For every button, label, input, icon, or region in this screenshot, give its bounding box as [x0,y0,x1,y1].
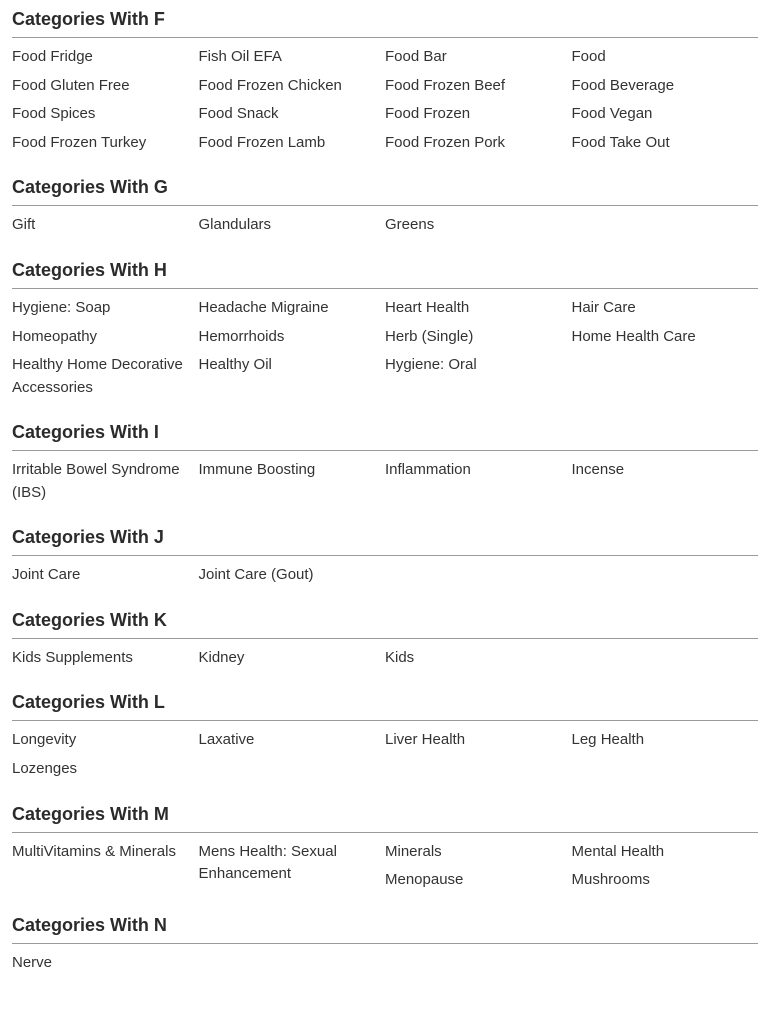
section-heading: Categories With J [12,525,758,556]
section-heading: Categories With N [12,913,758,944]
category-link-food-frozen[interactable]: Food Frozen [385,105,471,123]
category-link-food-fridge[interactable]: Food Fridge [12,48,93,65]
category-link-hygiene-soap[interactable]: Hygiene: Soap [12,298,111,316]
section-heading: Categories With K [12,608,758,639]
section-heading: Categories With G [12,175,758,206]
category-link-healthy-oil[interactable]: Healthy Oil [198,356,272,374]
category-link-fish-oil-efa[interactable]: Fish Oil EFA [198,48,282,65]
category-link-food-gluten-free[interactable]: Food Gluten Free [12,76,130,94]
category-grid [12,46,758,160]
category-index [0,7,770,980]
category-link-mental-health[interactable]: Mental Health [571,842,665,860]
section-heading: Categories With M [12,802,758,833]
category-link-leg-health[interactable]: Leg Health [571,731,645,749]
category-link-food-bar[interactable]: Food Bar [385,48,447,65]
category-link-nerve[interactable]: Nerve [12,953,53,971]
category-link-food-frozen-lamb[interactable]: Food Frozen Lamb [198,133,326,151]
category-grid [12,841,758,898]
category-link-food-vegan[interactable]: Food Vegan [571,105,653,123]
category-link-joint-care[interactable]: Joint Care [12,566,81,584]
category-link-food-frozen-chicken[interactable]: Food Frozen Chicken [198,76,342,94]
category-grid [12,952,758,981]
category-link-hygiene-oral[interactable]: Hygiene: Oral [385,356,477,374]
category-link-food-frozen-beef[interactable]: Food Frozen Beef [385,76,506,94]
category-link-minerals[interactable]: Minerals [385,842,442,860]
category-link-home-health-care[interactable]: Home Health Care [571,327,696,345]
category-link-immune-boosting[interactable]: Immune Boosting [198,461,316,479]
category-section-categories-with-l [12,690,758,786]
category-grid [12,729,758,786]
category-link-food-snack[interactable]: Food Snack [198,105,279,123]
category-link-greens[interactable]: Greens [385,216,435,234]
category-link-menopause[interactable]: Menopause [385,871,464,889]
category-link-irritable-bowel-syndrome-ibs[interactable]: Irritable Bowel Syndrome (IBS) [12,461,180,501]
category-link-laxative[interactable]: Laxative [198,731,255,749]
section-heading: Categories With H [12,258,758,289]
category-link-mushrooms[interactable]: Mushrooms [571,871,650,889]
section-heading: Categories With I [12,420,758,451]
category-link-glandulars[interactable]: Glandulars [198,216,272,234]
category-section-categories-with-i [12,420,758,510]
category-link-gift[interactable]: Gift [12,216,36,234]
category-link-multivitamins-minerals[interactable]: MultiVitamins & Minerals [12,842,176,860]
category-link-headache-migraine[interactable]: Headache Migraine [198,298,329,316]
category-link-lozenges[interactable]: Lozenges [12,759,78,777]
category-link-kidney[interactable]: Kidney [198,648,245,666]
category-link-food[interactable]: Food [571,48,606,65]
category-grid [12,297,758,405]
category-section-categories-with-n [12,913,758,981]
category-link-longevity[interactable]: Longevity [12,731,77,749]
category-link-herb-single[interactable]: Herb (Single) [385,327,474,345]
category-section-categories-with-h [12,258,758,405]
category-link-incense[interactable]: Incense [571,461,625,479]
category-grid [12,647,758,676]
category-grid [12,564,758,593]
category-section-categories-with-k [12,608,758,676]
category-link-hemorrhoids[interactable]: Hemorrhoids [198,327,285,345]
category-grid [12,459,758,510]
category-link-heart-health[interactable]: Heart Health [385,298,470,316]
category-link-inflammation[interactable]: Inflammation [385,461,471,479]
category-grid [12,214,758,243]
category-link-kids[interactable]: Kids [385,648,415,666]
category-section-categories-with-m [12,802,758,898]
category-link-hair-care[interactable]: Hair Care [571,298,636,316]
category-link-food-frozen-pork[interactable]: Food Frozen Pork [385,133,506,151]
category-link-homeopathy[interactable]: Homeopathy [12,327,98,345]
category-section-categories-with-g [12,175,758,243]
category-link-food-frozen-turkey[interactable]: Food Frozen Turkey [12,133,147,151]
category-link-liver-health[interactable]: Liver Health [385,731,466,749]
category-link-joint-care-gout[interactable]: Joint Care (Gout) [198,566,314,584]
category-link-mens-health-sexual-enhancement[interactable]: Mens Health: Sexual Enhancement [198,842,337,882]
category-link-food-beverage[interactable]: Food Beverage [571,76,675,94]
category-link-food-take-out[interactable]: Food Take Out [571,133,670,151]
category-section-categories-with-j [12,525,758,593]
category-section-categories-with-f [12,7,758,160]
category-link-healthy-home-decorative-accessories[interactable]: Healthy Home Decorative Accessories [12,356,183,396]
category-link-kids-supplements[interactable]: Kids Supplements [12,648,133,666]
section-heading: Categories With F [12,7,758,38]
section-heading: Categories With L [12,690,758,721]
category-link-food-spices[interactable]: Food Spices [12,105,96,123]
